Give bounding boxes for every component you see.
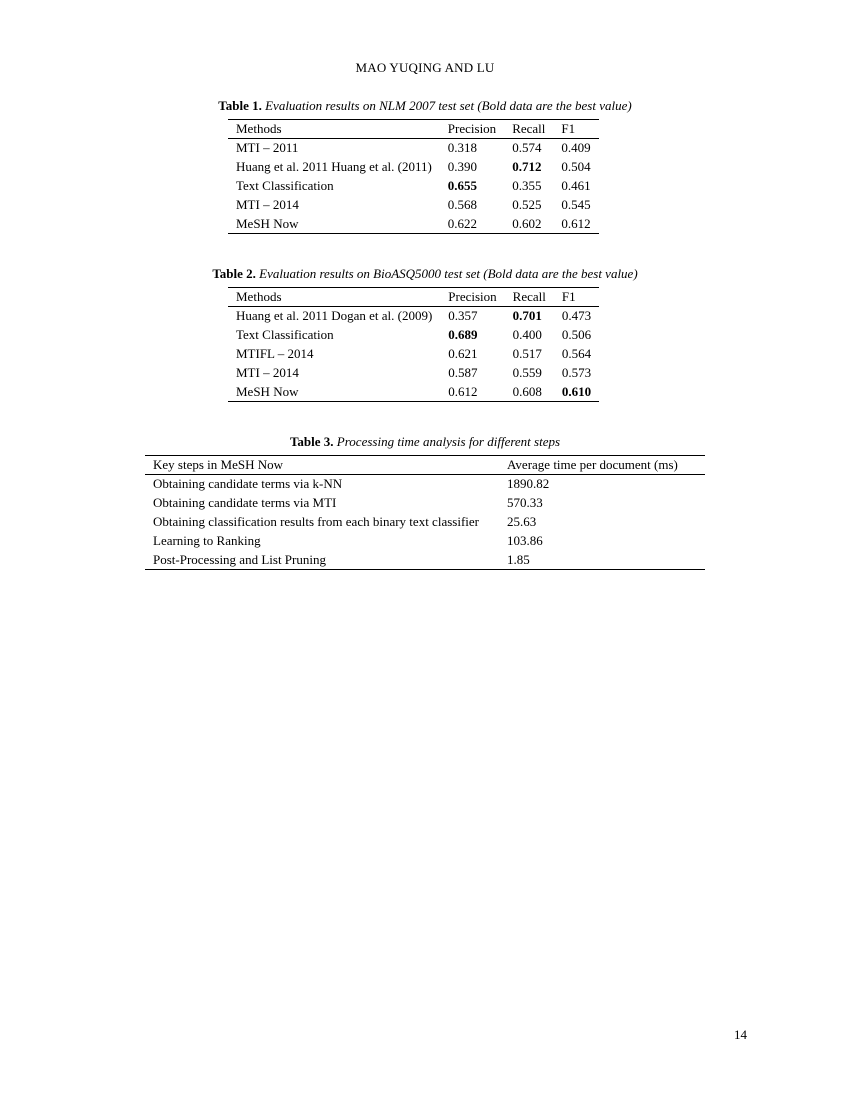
table2-header-cell: F1 [554, 288, 599, 307]
table2-label: Table 2. [212, 266, 256, 281]
table-row [145, 475, 705, 494]
table-row [145, 513, 705, 532]
table-cell: Obtaining classification results from each binary text classifier [153, 513, 479, 529]
table2-header-cell: Methods [228, 288, 440, 307]
table2 [228, 287, 599, 402]
table-cell: Post-Processing and List Pruning [153, 551, 326, 567]
table-cell: 0.622 [447, 215, 478, 231]
table-row [145, 494, 705, 513]
table1-header-cell: F1 [553, 120, 598, 139]
table-cell: 0.400 [512, 327, 542, 343]
table2-header-cell: Precision [440, 288, 504, 307]
table-cell: MeSH Now [236, 383, 299, 399]
table-cell: 0.608 [512, 383, 542, 399]
table-cell: 1890.82 [507, 476, 550, 492]
table-cell: MeSH Now [236, 215, 299, 231]
table-cell: Obtaining candidate terms via k-NN [153, 476, 343, 492]
table-cell: Huang et al. 2011 Dogan et al. (2009) [236, 308, 433, 324]
table-row [228, 195, 599, 214]
table-cell: 0.712 [512, 159, 542, 175]
table-cell: 0.701 [512, 308, 542, 324]
table-row [228, 345, 599, 364]
table-cell: 0.355 [512, 177, 542, 193]
table-cell: 0.568 [447, 196, 478, 212]
table3-header-cell: Average time per document (ms) [499, 456, 705, 475]
table2-caption-text: Evaluation results on BioASQ5000 test set (Bold data are the best value) [259, 266, 638, 281]
table-cell: 0.504 [561, 159, 591, 175]
table-cell: Text Classification [236, 177, 334, 193]
table-cell: 0.621 [448, 345, 478, 361]
table-cell: 0.461 [561, 177, 591, 193]
table-cell: 0.655 [447, 177, 478, 193]
table-cell: 0.525 [512, 196, 542, 212]
table-cell: 0.612 [561, 215, 591, 231]
table-row [228, 363, 599, 382]
table-cell: 0.573 [561, 364, 592, 380]
table-cell: 0.390 [447, 159, 478, 175]
table-cell: MTI – 2014 [236, 364, 299, 380]
table-cell: 0.409 [561, 140, 591, 156]
table-cell: 0.318 [447, 140, 478, 156]
table-cell: 0.517 [512, 345, 542, 361]
table-row [145, 550, 705, 569]
table-cell: MTI – 2011 [236, 140, 299, 156]
table-cell: 0.473 [561, 308, 592, 324]
table-cell: 0.689 [448, 327, 478, 343]
table-row [228, 214, 599, 233]
table1-header-cell: Precision [440, 120, 504, 139]
running-head: MAO YUQING AND LU [355, 60, 495, 75]
table-cell: Learning to Ranking [153, 532, 261, 548]
table-row [145, 531, 705, 550]
table2-header-cell: Recall [505, 288, 554, 307]
table-cell: 0.559 [512, 364, 542, 380]
table-row [228, 307, 599, 326]
table-cell: 0.574 [512, 140, 542, 156]
table1 [228, 119, 599, 234]
page-number: 14 [734, 1027, 747, 1042]
table-cell: 0.602 [512, 215, 542, 231]
table-row [228, 382, 599, 401]
table-row [228, 139, 599, 158]
table-cell: Obtaining candidate terms via MTI [153, 495, 337, 511]
table-cell: MTI – 2014 [236, 196, 299, 212]
table3 [145, 455, 705, 570]
table1-label: Table 1. [218, 98, 262, 113]
table-cell: 0.357 [448, 308, 478, 324]
table3-caption-text: Processing time analysis for different steps [336, 434, 561, 449]
table-row [228, 158, 599, 177]
table1-header-cell: Recall [504, 120, 553, 139]
table-cell: Huang et al. 2011 Huang et al. (2011) [236, 159, 432, 175]
table-cell: 1.85 [507, 551, 530, 567]
table-cell: 0.506 [561, 327, 592, 343]
table-cell: 0.612 [448, 383, 478, 399]
table1-caption [0, 98, 850, 114]
table2-caption [0, 266, 850, 282]
table3-header-cell: Key steps in MeSH Now [145, 456, 499, 475]
table1-caption-text: Evaluation results on NLM 2007 test set (Bold data are the best value) [265, 98, 632, 113]
table3-caption [0, 434, 850, 450]
table-cell: MTIFL – 2014 [236, 345, 314, 361]
table-row [228, 326, 599, 345]
table-cell: Text Classification [236, 327, 334, 343]
table-cell: 25.63 [507, 513, 537, 529]
table-cell: 0.545 [561, 196, 591, 212]
table3-label: Table 3. [289, 434, 334, 449]
table-cell: 103.86 [507, 532, 543, 548]
table-row [228, 177, 599, 196]
table-cell: 0.564 [561, 345, 592, 361]
table1-header-cell: Methods [228, 120, 440, 139]
table-cell: 0.587 [448, 364, 478, 380]
table-cell: 570.33 [507, 495, 543, 511]
table-cell: 0.610 [561, 383, 592, 399]
